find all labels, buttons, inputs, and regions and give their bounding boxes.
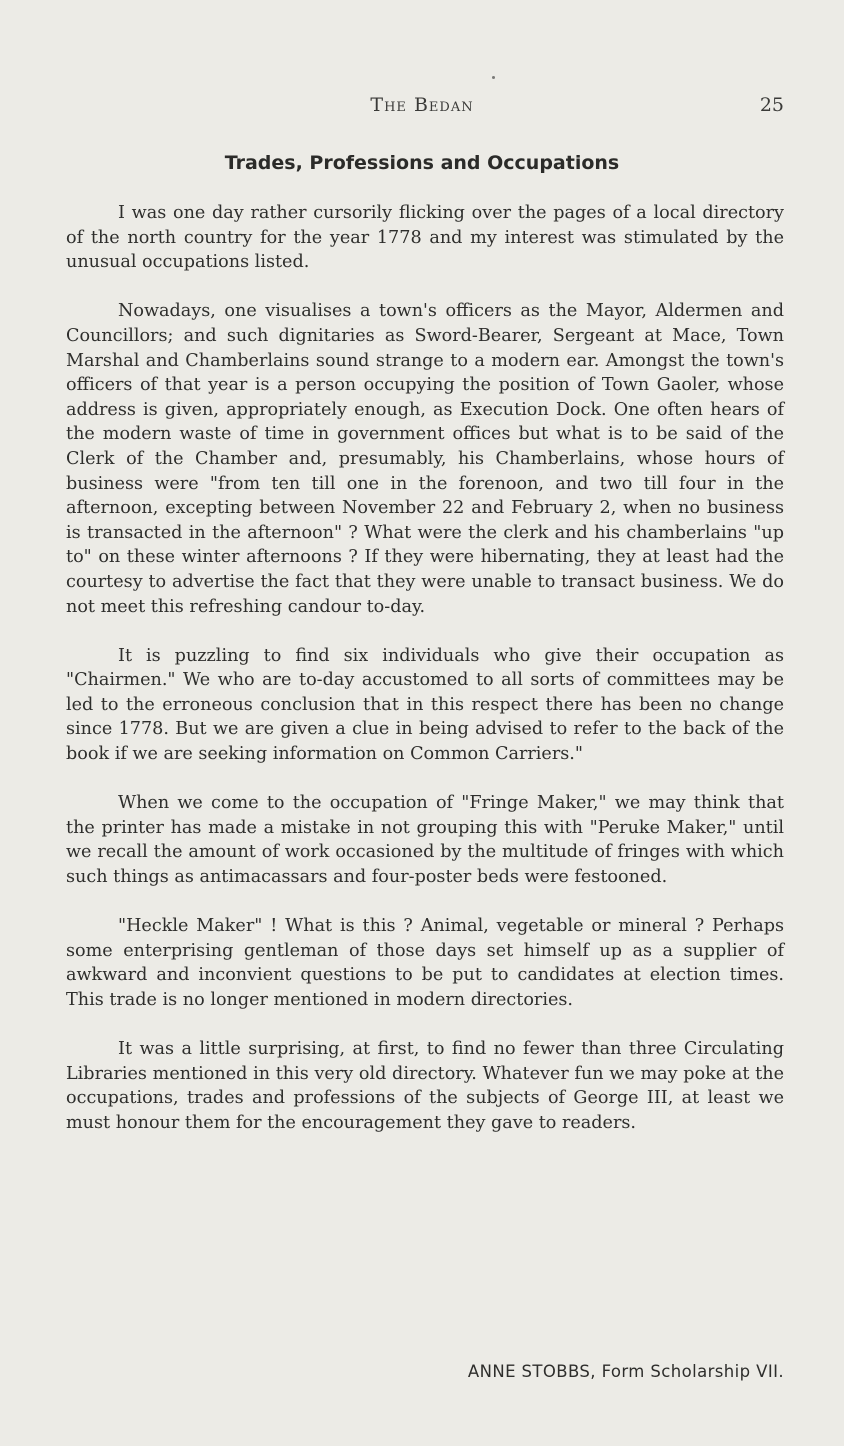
print-speck — [492, 76, 495, 79]
page-number: 25 — [759, 94, 784, 116]
paragraph: Nowadays, one visualises a town's officers as the Mayor, Aldermen and Councillors; and such dignitaries as Sword-Bearer, Sergeant at Mace, Town Marshal and Chamberlains sound strange to a modern ear. Amongst the town's officers of that year is a person occupying the position of Town Gaoler, whose address is given, appropriately enough, as Execution Dock. One often hears of the modern waste of time in government offices but what is to be said of the Clerk of the Chamber and, presumably, his Chamberlains, whose hours of business were "from ten till one in the forenoon, and two till four in the afternoon, excepting between November 22 and February 2, when no business is transacted in the afternoon" ? What were the clerk and his chamberlains "up to" on these winter afternoons ? If they were hibernating, they at least had the courtesy to advertise the fact that they were unable to transact business. We do not meet this refreshing candour to-day. — [66, 301, 784, 617]
paragraph: When we come to the occupation of "Fringe Maker," we may think that the printer has made a mistake in not grouping this with "Peruke Maker," until we recall the amount of work occasioned by the multitude of fringes with which such things as antimacassars and four-poster beds were festooned. — [66, 793, 784, 888]
paragraph: It was a little surprising, at first, to find no fewer than three Circulating Libraries mentioned in this very old directory. Whatever fun we may poke at the occupations, trades and professions of the subjects of George III, at least we must honour them for the encouragement they gave to readers. — [66, 1039, 784, 1133]
page-header — [0, 94, 844, 124]
author-signature: ANNE STOBBS, Form Scholarship VII. — [467, 1362, 784, 1381]
paragraph: I was one day rather cursorily flicking over the pages of a local directory of the north country for the year 1778 and my interest was stimulated by the unusual occupations listed. — [66, 203, 784, 273]
article-body — [66, 201, 784, 1160]
article-title: Trades, Professions and Occupations — [224, 152, 620, 174]
running-title: The Bedan — [370, 94, 474, 116]
paragraph: It is puzzling to find six individuals who give their occupation as "Chairmen." We who are to-day accustomed to all sorts of committees may be led to the erroneous conclusion that in this respect there has been no change since 1778. But we are given a clue in being advised to refer to the back of the book if we are seeking information on Common Carriers." — [66, 645, 784, 765]
paragraph: "Heckle Maker" ! What is this ? Animal, vegetable or mineral ? Perhaps some enterprising gentleman of those days set himself up as a supplier of awkward and inconvient questions to be put to candidates at election times. This trade is no longer mentioned in modern directories. — [66, 916, 784, 1010]
